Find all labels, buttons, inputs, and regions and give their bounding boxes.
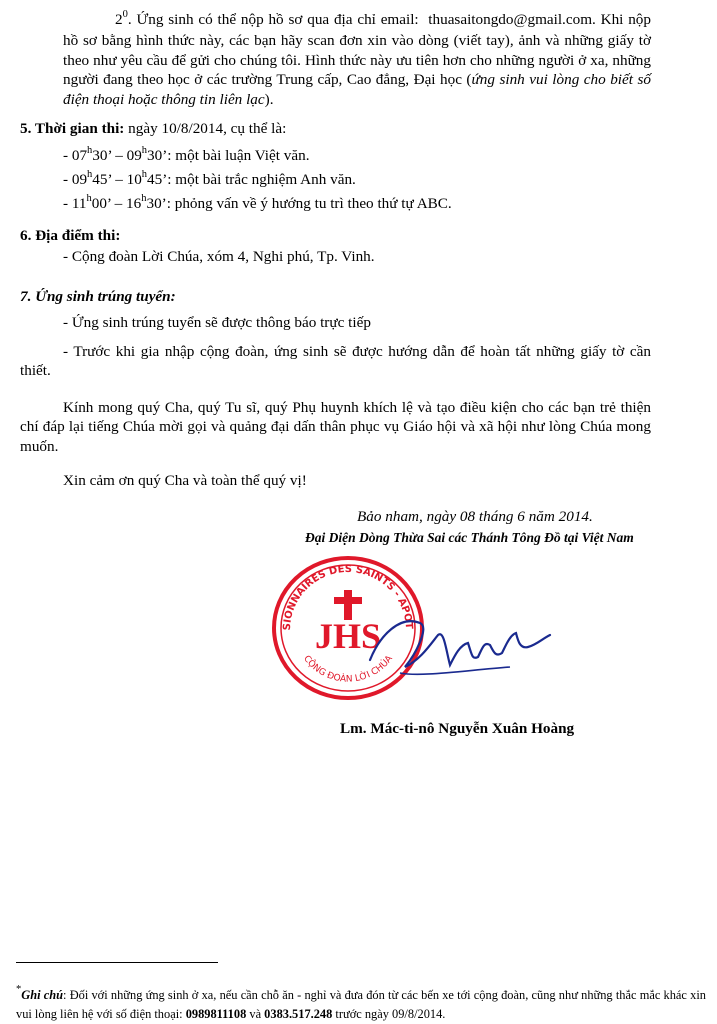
signer-name: Lm. Mác-ti-nô Nguyễn Xuân Hoàng (340, 720, 575, 737)
footnote-divider (16, 962, 218, 963)
thanks-line: Xin cảm ơn quý Cha và toàn thể quý vị! (63, 472, 307, 489)
exam-schedule-item-3: - 11$^h$00’ – 16$^h$30’: phỏng vấn về ý hướng tu trì theo thứ tự ABC. (63, 193, 452, 212)
footnote: *Ghi chú: Đối với những ứng sinh ở xa, nếu cần chỗ ăn - nghỉ và đưa đón từ các bến xe tới cộng đoàn, cũng như những thắc mắc khác xin vui lòng liên hệ với số điện thoại: 0989811108 và 0383.517.248 trước ngày 09/8/2014. (16, 984, 706, 1021)
stamp-top-text: SIONNAIRES DES SAINTS - APOT (281, 563, 415, 631)
exam-location: - Cộng đoàn Lời Chúa, xóm 4, Nghi phú, Tp. Vinh. (63, 248, 375, 265)
item-number: $2^0$ (115, 9, 128, 28)
exam-schedule-item-2: - 09$^h$45’ – 10$^h$45’: một bài trắc nghiệm Anh văn. (63, 169, 356, 188)
section-7-heading: 7. Ứng sinh trúng tuyển: (20, 288, 176, 305)
section-6-heading: 6. Địa điểm thi: (20, 227, 121, 244)
admission-item-2: - Trước khi gia nhập cộng đoàn, ứng sinh sẽ được hướng dẫn để hoàn tất những giấy tờ cần thiết. (20, 343, 651, 380)
closing-paragraph: Kính mong quý Cha, quý Tu sĩ, quý Phụ huynh khích lệ và tạo điều kiện cho các bạn trẻ thiện chí đáp lại tiếng Chúa mời gọi và quảng đại dấn thân phục vụ Giáo hội và xã hội như lòng Chúa mong muốn. (20, 399, 651, 455)
stamp-center-text: JHS (314, 616, 382, 656)
email-address: thuasaitongdo@gmail.com. (428, 11, 596, 28)
email-submission-paragraph: $2^0$. Ứng sinh có thể nộp hồ sơ qua địa chỉ email: thuasaitongdo@gmail.com. Khi nộp hồ sơ bằng hình thức này, các bạn hãy scan đơn xin vào dòng (viết tay), ảnh và những giấy tờ theo như yêu cầu để gửi cho chúng tôi. Hình thức này ưu tiên hơn cho những người ở xa, những người đang theo học ở các trường Trung cấp, Cao đẳng, Đại học (ứng sinh vui lòng cho biết số điện thoại hoặc thông tin liên lạc). (63, 9, 651, 108)
section-5-heading: 5. Thời gian thi: ngày 10/8/2014, cụ thể là: (20, 120, 287, 137)
admission-item-1: - Ứng sinh trúng tuyển sẽ được thông báo trực tiếp (63, 314, 371, 331)
handwritten-signature (360, 605, 560, 685)
place-date: Bảo nham, ngày 08 tháng 6 năm 2014. (357, 508, 593, 525)
stamp-bottom-text: CỘNG ĐOÀN LỜI CHÚA (301, 653, 395, 685)
organization-name: Đại Diện Dòng Thừa Sai các Thánh Tông Đồ tại Việt Nam (305, 530, 634, 545)
exam-schedule-item-1: - 07$^h$30’ – 09$^h$30’: một bài luận Việt văn. (63, 145, 310, 164)
